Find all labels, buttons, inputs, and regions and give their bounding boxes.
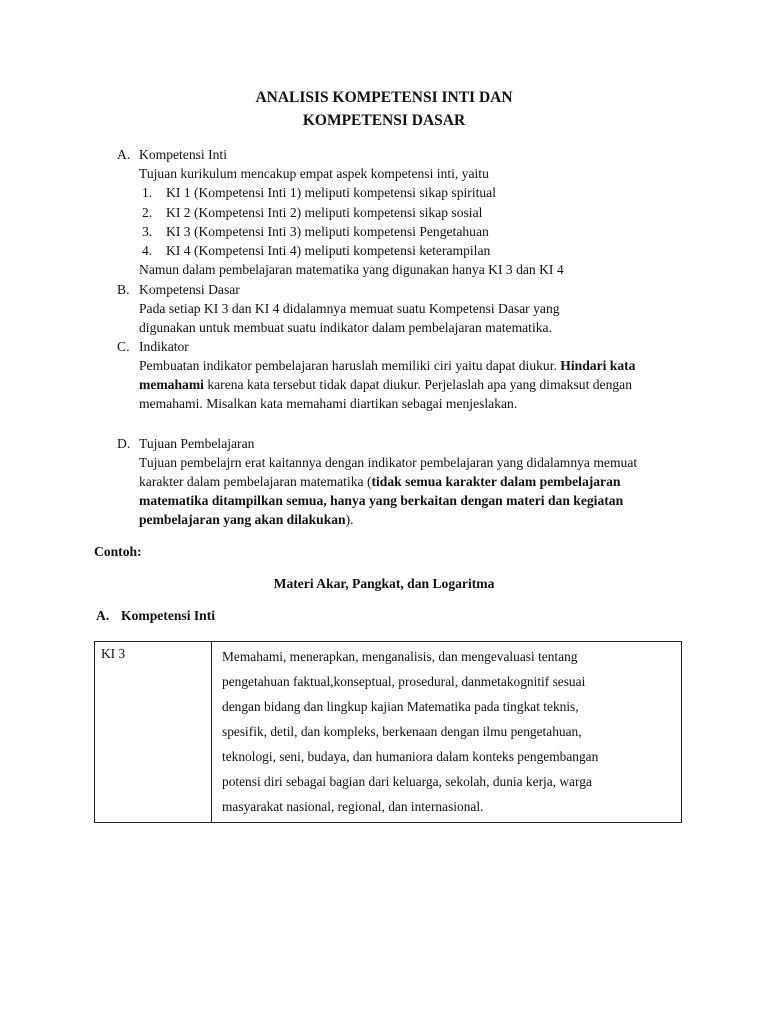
document-title-line2: KOMPETENSI DASAR (302, 112, 466, 129)
table-cell-line: masyarakat nasional, regional, dan internasional. (222, 799, 484, 814)
table-cell-description (212, 642, 682, 823)
section-a-heading: Kompetensi Inti (139, 147, 227, 162)
section-d-heading: Tujuan Pembelajaran (139, 436, 255, 451)
table-cell-line: dengan bidang dan lingkup kajian Matematika pada tingkat teknis, (222, 699, 579, 714)
materi-title: Materi Akar, Pangkat, dan Logaritma (273, 576, 495, 591)
table-cell-code: KI 3 (95, 642, 212, 823)
section-c-heading: Indikator (139, 339, 189, 354)
list-item-number: 4. (142, 243, 153, 258)
list-item-number: 2. (142, 205, 153, 220)
section-b-letter: B. (117, 282, 130, 297)
contoh-label: Contoh: (94, 544, 142, 559)
kompetensi-inti-table (94, 641, 682, 823)
table-cell-line: pengetahuan faktual,konseptual, prosedural, danmetakognitif sesuai (222, 674, 586, 689)
section-c-letter: C. (117, 339, 130, 354)
section-a-letter: A. (117, 147, 131, 162)
ki-heading-text: Kompetensi Inti (121, 608, 216, 623)
list-item-text: KI 4 (Kompetensi Inti 4) meliputi kompetensi keterampilan (166, 243, 491, 258)
table-cell-line: spesifik, detil, dan kompleks, berkenaan dengan ilmu pengetahuan, (222, 724, 582, 739)
section-a-outro: Namun dalam pembelajaran matematika yang digunakan hanya KI 3 dan KI 4 (139, 262, 564, 277)
list-item-text: KI 3 (Kompetensi Inti 3) meliputi kompetensi Pengetahuan (166, 224, 489, 239)
section-c-body-text: Pembuatan indikator pembelajaran haruslah memiliki ciri yaitu dapat diukur. (139, 358, 561, 373)
list-item-text: KI 1 (Kompetensi Inti 1) meliputi kompetensi sikap spiritual (166, 185, 496, 200)
table-row (95, 642, 682, 823)
section-d-body-text: Tujuan pembelajrn erat kaitannya dengan indikator pembelajaran yang didalamnya memuat karakter dalam pembelajaran matematika ( (139, 455, 638, 489)
section-b-heading: Kompetensi Dasar (139, 282, 240, 297)
document-title-line1: ANALISIS KOMPETENSI INTI DAN (255, 89, 513, 106)
list-item-text: KI 2 (Kompetensi Inti 2) meliputi kompetensi sikap sosial (166, 205, 483, 220)
table-cell-line: Memahami, menerapkan, menganalisis, dan mengevaluasi tentang (222, 649, 578, 664)
table-cell-line: potensi diri sebagai bagian dari keluarga, sekolah, dunia kerja, warga (222, 774, 592, 789)
list-item-number: 1. (142, 185, 153, 200)
section-c-body-emphasis: Hindari kata memahami (139, 358, 636, 392)
table-cell-line: teknologi, seni, budaya, dan humaniora dalam konteks pengembangan (222, 749, 599, 764)
section-d-body-text-end: ). (345, 512, 354, 527)
section-c-body (139, 356, 679, 413)
section-a-intro: Tujuan kurikulum mencakup empat aspek kompetensi inti, yaitu (139, 166, 489, 181)
section-b-body-line1: Pada setiap KI 3 dan KI 4 didalamnya memuat suatu Kompetensi Dasar yang (139, 301, 560, 316)
list-item-number: 3. (142, 224, 153, 239)
section-d-letter: D. (117, 436, 131, 451)
ki-heading-letter: A. (96, 608, 110, 623)
section-b-body-line2: digunakan untuk membuat suatu indikator dalam pembelajaran matematika. (139, 320, 552, 335)
section-d-body (139, 453, 675, 529)
section-c-body-text-end: karena kata tersebut tidak dapat diukur. Perjelaslah apa yang dimaksut dengan memahami. Misalkan kata memahami diartikan sebagai menjeslakan. (139, 377, 632, 411)
section-d-body-emphasis: tidak semua karakter dalam pembelajaran matematika ditampilkan semua, hanya yang berkaitan dengan materi dan kegiatan pembelajaran yang akan dilakukan (139, 474, 624, 527)
